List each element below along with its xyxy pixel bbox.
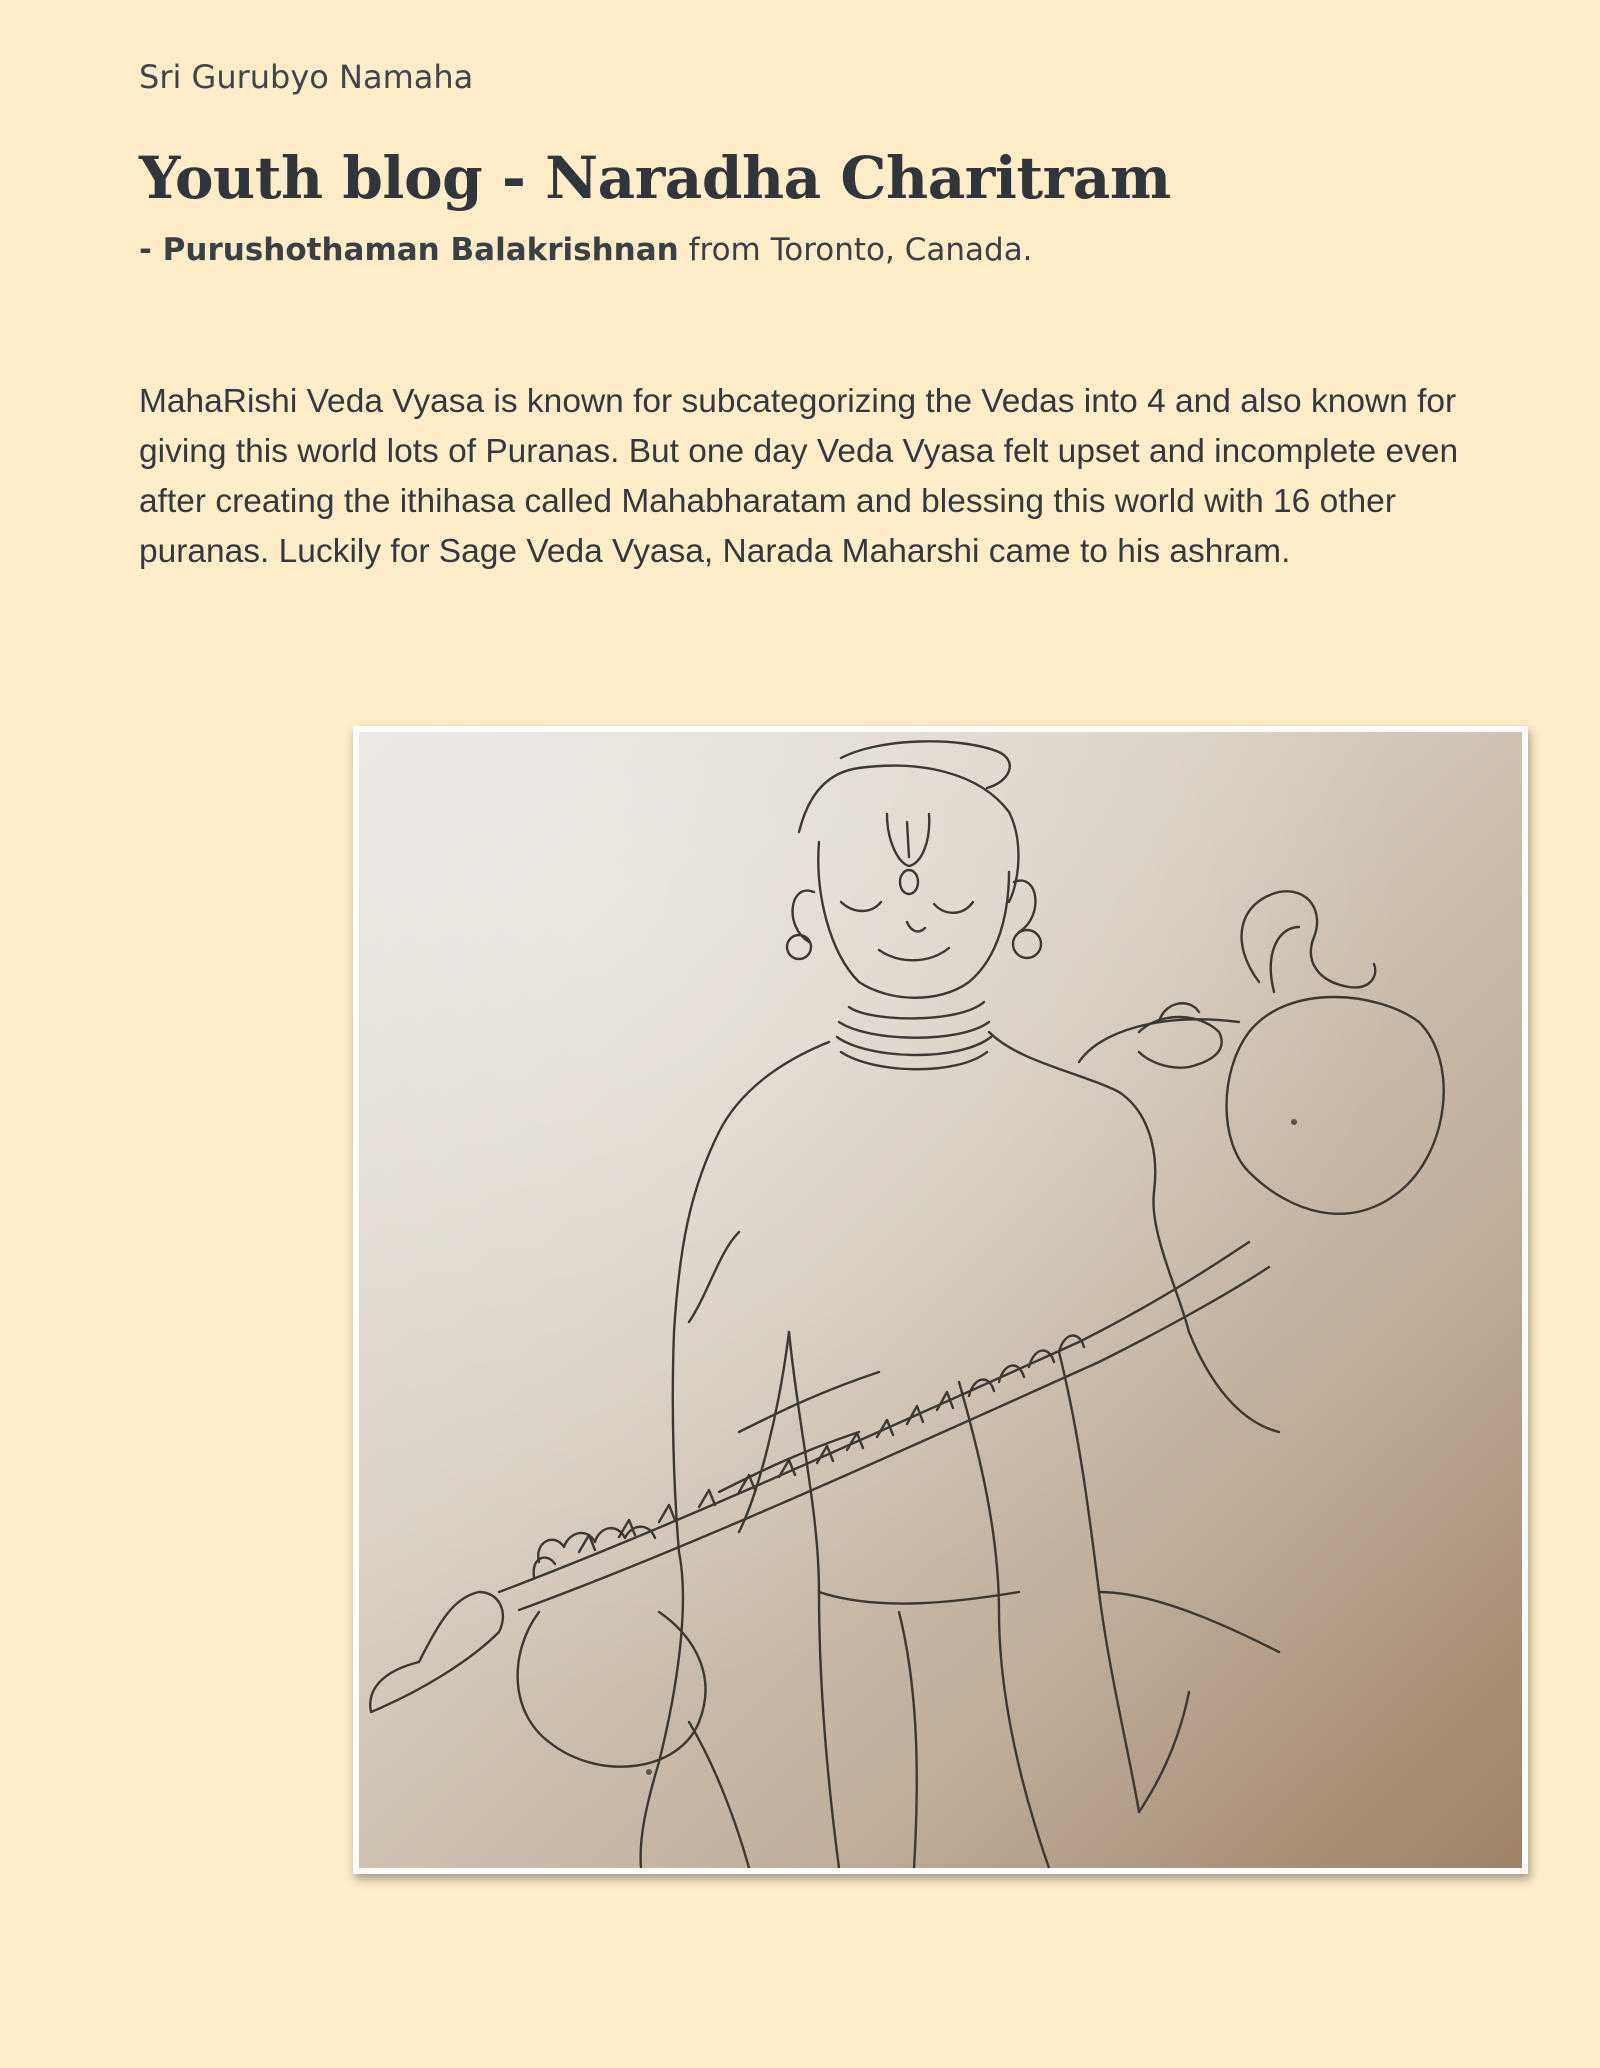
- author-location: from Toronto, Canada.: [678, 232, 1033, 268]
- narada-sketch-image: [359, 732, 1522, 1868]
- intro-paragraph: MahaRishi Veda Vyasa is known for subcategorizing the Vedas into 4 and also known for giving this world lots of Puranas. But one day Veda Vyasa felt upset and incomplete even after creating the ithihasa called Mahabharatam and blessing this world with 16 other puranas. Luckily for Sage Veda Vyasa, Narada Maharshi came to his ashram.: [139, 383, 1459, 570]
- author-name: Purushothaman Balakrishnan: [162, 232, 679, 268]
- byline-prefix: -: [139, 232, 163, 268]
- sketch-image-frame: [353, 726, 1528, 1874]
- page-title: Youth blog - Naradha Charitram: [139, 144, 1171, 212]
- byline: [139, 232, 1033, 268]
- invocation-text: Sri Gurubyo Namaha: [139, 58, 474, 96]
